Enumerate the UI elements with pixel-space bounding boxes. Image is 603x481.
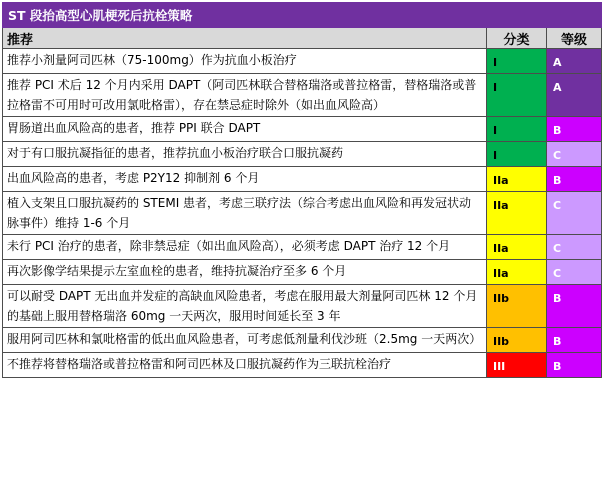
level-cell: B: [547, 117, 602, 142]
level-cell: C: [547, 260, 602, 285]
recommendation-cell: 可以耐受 DAPT 无出血并发症的高缺血风险患者，考虑在服用最大剂量阿司匹林 12 个月的基础上服用替格瑞洛 60mg 一天两次，服用时间延长至 3 年: [3, 285, 487, 328]
table-title: ST 段抬高型心肌梗死后抗栓策略: [3, 3, 602, 28]
recommendation-cell: 再次影像学结果提示左室血栓的患者，维持抗凝治疗至多 6 个月: [3, 260, 487, 285]
class-cell: III: [487, 353, 547, 378]
table-row: [3, 49, 602, 74]
class-cell: IIa: [487, 235, 547, 260]
class-cell: IIb: [487, 328, 547, 353]
table-header-row: [3, 28, 602, 49]
table-row: [3, 142, 602, 167]
level-cell: C: [547, 235, 602, 260]
table-row: [3, 117, 602, 142]
guideline-table-container: [2, 2, 601, 378]
guideline-table: [2, 2, 602, 378]
recommendation-cell: 不推荐将替格瑞洛或普拉格雷和阿司匹林及口服抗凝药作为三联抗栓治疗: [3, 353, 487, 378]
class-cell: I: [487, 117, 547, 142]
table-row: [3, 328, 602, 353]
table-title-row: [3, 3, 602, 28]
class-cell: I: [487, 49, 547, 74]
level-cell: A: [547, 74, 602, 117]
class-cell: IIa: [487, 192, 547, 235]
level-cell: C: [547, 142, 602, 167]
table-row: [3, 74, 602, 117]
class-cell: IIb: [487, 285, 547, 328]
recommendation-cell: 未行 PCI 治疗的患者，除非禁忌症（如出血风险高），必须考虑 DAPT 治疗 12 个月: [3, 235, 487, 260]
recommendation-cell: 出血风险高的患者，考虑 P2Y12 抑制剂 6 个月: [3, 167, 487, 192]
recommendation-cell: 胃肠道出血风险高的患者，推荐 PPI 联合 DAPT: [3, 117, 487, 142]
level-cell: A: [547, 49, 602, 74]
header-class: 分类: [487, 28, 547, 49]
level-cell: B: [547, 328, 602, 353]
table-row: [3, 285, 602, 328]
table-row: [3, 235, 602, 260]
class-cell: IIa: [487, 167, 547, 192]
class-cell: I: [487, 142, 547, 167]
level-cell: B: [547, 353, 602, 378]
recommendation-cell: 推荐 PCI 术后 12 个月内采用 DAPT（阿司匹林联合替格瑞洛或普拉格雷，替格瑞洛或普拉格雷不可用时可改用氯吡格雷），存在禁忌症时除外（如出血风险高）: [3, 74, 487, 117]
class-cell: I: [487, 74, 547, 117]
class-cell: IIa: [487, 260, 547, 285]
level-cell: B: [547, 167, 602, 192]
recommendation-cell: 植入支架且口服抗凝药的 STEMI 患者，考虑三联疗法（综合考虑出血风险和再发冠状动脉事件）维持 1-6 个月: [3, 192, 487, 235]
header-level: 等级: [547, 28, 602, 49]
table-row: [3, 192, 602, 235]
table-row: [3, 260, 602, 285]
table-row: [3, 167, 602, 192]
recommendation-cell: 对于有口服抗凝指征的患者，推荐抗血小板治疗联合口服抗凝药: [3, 142, 487, 167]
level-cell: C: [547, 192, 602, 235]
table-row: [3, 353, 602, 378]
recommendation-cell: 推荐小剂量阿司匹林（75-100mg）作为抗血小板治疗: [3, 49, 487, 74]
recommendation-cell: 服用阿司匹林和氯吡格雷的低出血风险患者，可考虑低剂量利伐沙班（2.5mg 一天两次）: [3, 328, 487, 353]
level-cell: B: [547, 285, 602, 328]
header-recommendation: 推荐: [3, 28, 487, 49]
